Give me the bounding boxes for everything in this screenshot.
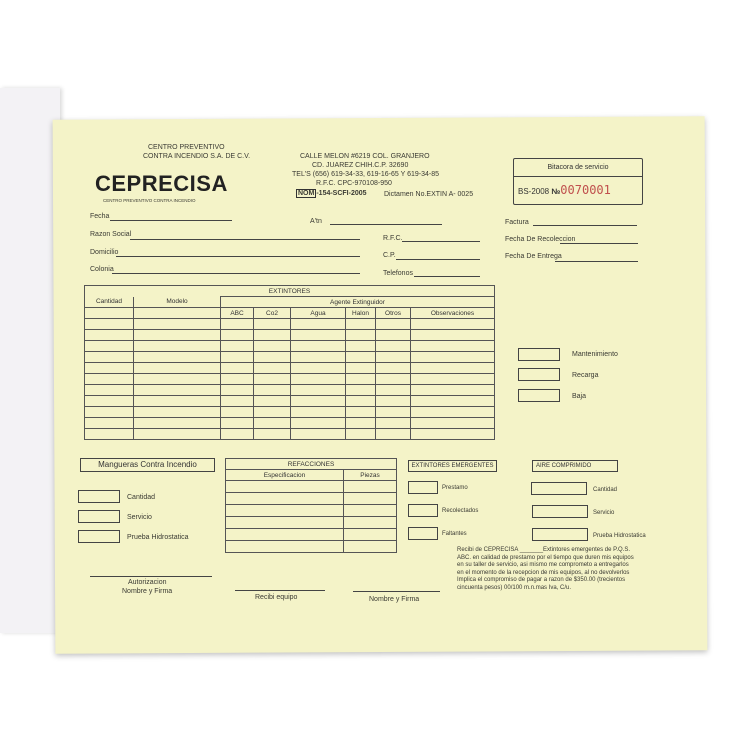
table-cell[interactable] — [85, 330, 134, 341]
baja-checkbox[interactable] — [518, 389, 560, 402]
table-cell[interactable] — [411, 352, 495, 363]
table-cell[interactable] — [254, 374, 291, 385]
table-cell[interactable] — [411, 418, 495, 429]
table-cell[interactable] — [346, 385, 376, 396]
nom-number: -154-SCFI-2005 — [316, 190, 367, 197]
razon-social-label: Razon Social — [90, 231, 132, 238]
number-sign: № — [551, 187, 561, 196]
table-cell[interactable] — [221, 341, 254, 352]
table-cell[interactable] — [134, 330, 221, 341]
table-cell[interactable] — [134, 385, 221, 396]
mangueras-title: Mangueras Contra Incendio — [80, 458, 215, 472]
table-cell[interactable] — [134, 429, 221, 440]
table-cell[interactable] — [254, 407, 291, 418]
halon-header: Halon — [346, 308, 376, 319]
table-cell[interactable] — [254, 429, 291, 440]
table-cell[interactable] — [221, 418, 254, 429]
table-cell[interactable] — [376, 407, 411, 418]
recolectados-checkbox[interactable] — [408, 504, 438, 517]
table-cell[interactable] — [344, 505, 397, 517]
table-cell[interactable] — [346, 319, 376, 330]
table-cell[interactable] — [134, 418, 221, 429]
table-cell[interactable] — [291, 407, 346, 418]
table-cell[interactable] — [85, 407, 134, 418]
legal-line: ABC. en calidad de prestamo por el tiempo que duren mis equipos — [457, 554, 634, 561]
table-row — [226, 541, 397, 553]
table-cell[interactable] — [291, 319, 346, 330]
table-cell[interactable] — [291, 418, 346, 429]
table-cell[interactable] — [254, 341, 291, 352]
company-name-1: CENTRO PREVENTIVO — [148, 144, 225, 151]
table-cell[interactable] — [134, 374, 221, 385]
table-cell[interactable] — [221, 363, 254, 374]
table-cell[interactable] — [291, 385, 346, 396]
table-cell[interactable] — [344, 541, 397, 553]
dictamen: Dictamen No.EXTIN A- 0025 — [384, 191, 474, 198]
address-line-1: CALLE MELON #6219 COL. GRANJERO — [300, 153, 430, 160]
table-cell[interactable] — [346, 407, 376, 418]
fecha-recoleccion-field[interactable] — [560, 243, 638, 244]
table-cell[interactable] — [221, 330, 254, 341]
table-cell[interactable] — [411, 396, 495, 407]
legal-line: en su taller de servicio, asi mismo me comprometo a entregarlos — [457, 562, 629, 569]
table-cell[interactable] — [85, 363, 134, 374]
table-cell[interactable] — [376, 429, 411, 440]
cantidad-header: Cantidad — [85, 297, 134, 308]
table-cell[interactable] — [411, 363, 495, 374]
extintores-title: EXTINTORES — [85, 286, 495, 297]
table-row — [85, 352, 495, 363]
legal-line: en el momento de la recepcion de mis equipos, al no devolverlos — [457, 569, 630, 576]
aire-title: AIRE COMPRIMIDO — [532, 460, 618, 472]
table-cell[interactable] — [346, 396, 376, 407]
table-row — [85, 374, 495, 385]
table-cell[interactable] — [376, 319, 411, 330]
table-cell[interactable] — [85, 418, 134, 429]
table-cell[interactable] — [411, 385, 495, 396]
table-cell[interactable] — [346, 330, 376, 341]
table-cell[interactable] — [254, 396, 291, 407]
prestamo-checkbox[interactable] — [408, 481, 438, 494]
razon-social-field[interactable] — [130, 239, 360, 240]
table-cell[interactable] — [226, 541, 344, 553]
table-cell[interactable] — [291, 429, 346, 440]
emergentes-title: EXTINTORES EMERGENTES — [408, 460, 497, 472]
table-cell[interactable] — [221, 385, 254, 396]
atn-label: A'tn — [310, 218, 322, 225]
company-logo: CEPRECISA — [95, 171, 228, 196]
cp-label: C.P. — [383, 252, 396, 259]
refacciones-title: REFACCIONES — [226, 459, 397, 470]
table-cell[interactable] — [376, 330, 411, 341]
table-cell[interactable] — [134, 341, 221, 352]
table-row — [85, 418, 495, 429]
table-row — [85, 385, 495, 396]
mangueras-servicio-checkbox[interactable] — [78, 510, 120, 523]
address-rfc: R.F.C. CPC-970108-950 — [316, 180, 392, 187]
nombre-firma-label-2: Nombre y Firma — [369, 596, 420, 603]
domicilio-label: Domicilio — [90, 249, 119, 256]
table-cell[interactable] — [221, 374, 254, 385]
table-cell[interactable] — [291, 330, 346, 341]
domicilio-field[interactable] — [116, 256, 360, 257]
table-row — [226, 529, 397, 541]
table-cell[interactable] — [221, 396, 254, 407]
aire-prueba-checkbox[interactable] — [532, 528, 588, 541]
refacciones-table — [225, 458, 397, 553]
table-cell[interactable] — [134, 363, 221, 374]
faltantes-label: Faltantes — [442, 531, 467, 537]
table-cell[interactable] — [85, 352, 134, 363]
table-cell[interactable] — [221, 319, 254, 330]
colonia-label: Colonia — [90, 266, 114, 273]
table-cell[interactable] — [85, 341, 134, 352]
table-cell[interactable] — [85, 429, 134, 440]
table-cell[interactable] — [346, 374, 376, 385]
table-cell[interactable] — [291, 352, 346, 363]
table-cell[interactable] — [411, 341, 495, 352]
table-cell[interactable] — [134, 352, 221, 363]
faltantes-checkbox[interactable] — [408, 527, 438, 540]
mangueras-cantidad-label: Cantidad — [127, 494, 156, 501]
legal-line: cincuenta pesos) 00/100 m.n.mas Iva, C/u. — [457, 584, 572, 591]
table-cell[interactable] — [411, 330, 495, 341]
table-cell[interactable] — [134, 396, 221, 407]
table-cell[interactable] — [221, 352, 254, 363]
baja-label: Baja — [572, 393, 587, 400]
table-cell[interactable] — [291, 396, 346, 407]
legal-line: Implica el compromiso de pagar a razon de $350.00 (trecientos — [457, 577, 626, 584]
table-row — [85, 396, 495, 407]
address-phones: TEL'S (656) 619-34-33, 619-16-65 Y 619-34-85 — [292, 171, 440, 178]
table-cell[interactable] — [344, 493, 397, 505]
autorizacion-signature-line[interactable] — [90, 576, 212, 577]
table-row — [85, 429, 495, 440]
aire-prueba-label: Prueba Hidrostatica — [593, 533, 646, 539]
table-cell[interactable] — [226, 529, 344, 541]
table-cell[interactable] — [254, 418, 291, 429]
table-cell[interactable] — [346, 418, 376, 429]
recibi-signature-line[interactable] — [235, 590, 325, 591]
agua-header: Agua — [291, 308, 346, 319]
aire-servicio-label: Servicio — [593, 510, 615, 516]
table-cell[interactable] — [291, 363, 346, 374]
table-cell[interactable] — [344, 517, 397, 529]
nom-label: NOM — [298, 190, 315, 197]
table-row — [85, 407, 495, 418]
table-cell[interactable] — [254, 363, 291, 374]
table-cell[interactable] — [254, 352, 291, 363]
table-row — [85, 363, 495, 374]
telefonos-label: Telefonos — [383, 270, 413, 277]
table-cell[interactable] — [291, 374, 346, 385]
modelo-header: Modelo — [134, 297, 221, 308]
logo-subtitle: CENTRO PREVENTIVO CONTRA INCENDIO — [103, 198, 196, 203]
table-cell[interactable] — [254, 319, 291, 330]
bitacora-title: Bitacora de servicio — [514, 159, 642, 177]
mangueras-prueba-checkbox[interactable] — [78, 530, 120, 543]
table-cell[interactable] — [346, 341, 376, 352]
table-row — [226, 517, 397, 529]
table-cell[interactable] — [226, 517, 344, 529]
aire-cantidad-checkbox[interactable] — [531, 482, 587, 495]
table-cell[interactable] — [411, 374, 495, 385]
cp-field[interactable] — [396, 259, 480, 260]
table-cell[interactable] — [376, 418, 411, 429]
recarga-label: Recarga — [572, 372, 599, 379]
bitacora-box — [513, 158, 643, 205]
table-cell[interactable] — [346, 352, 376, 363]
aire-servicio-checkbox[interactable] — [532, 505, 588, 518]
telefonos-field[interactable] — [414, 276, 480, 277]
bitacora-code: BS-2008 — [518, 187, 550, 196]
fecha-label: Fecha — [90, 213, 110, 220]
table-cell[interactable] — [346, 363, 376, 374]
table-row — [226, 481, 397, 493]
factura-label: Factura — [505, 219, 529, 226]
atn-field[interactable] — [330, 224, 442, 225]
fecha-recoleccion-label: Fecha De Recoleccion — [505, 236, 576, 243]
table-cell[interactable] — [85, 396, 134, 407]
table-cell[interactable] — [376, 374, 411, 385]
table-cell[interactable] — [254, 330, 291, 341]
mantenimiento-checkbox[interactable] — [518, 348, 560, 361]
nombre-firma-signature-line[interactable] — [353, 591, 440, 592]
factura-field[interactable] — [533, 225, 637, 226]
table-row — [85, 319, 495, 330]
otros-header: Otros — [376, 308, 411, 319]
table-cell[interactable] — [226, 493, 344, 505]
table-row — [85, 330, 495, 341]
table-row — [226, 493, 397, 505]
legal-line: Recibi de CEPRECISA _______Extintores emergentes de P.Q.S. — [457, 547, 630, 553]
legal-text — [457, 547, 634, 593]
table-cell[interactable] — [221, 407, 254, 418]
table-cell[interactable] — [85, 319, 134, 330]
extintores-table — [84, 285, 495, 440]
nombre-firma-label-1: Nombre y Firma — [122, 588, 173, 595]
observaciones-header: Observaciones — [411, 308, 495, 319]
mangueras-servicio-label: Servicio — [127, 514, 152, 521]
table-cell[interactable] — [221, 429, 254, 440]
mangueras-prueba-label: Prueba Hidrostatica — [127, 534, 189, 541]
table-cell[interactable] — [226, 481, 344, 493]
address-line-2: CD. JUAREZ CHIH.C.P. 32690 — [312, 162, 409, 169]
table-cell[interactable] — [346, 429, 376, 440]
table-cell[interactable] — [411, 319, 495, 330]
co2-header: Co2 — [254, 308, 291, 319]
recolectados-label: Recolectados — [442, 508, 479, 514]
table-cell[interactable] — [85, 385, 134, 396]
piezas-header: Piezas — [344, 470, 397, 481]
fecha-entrega-field[interactable] — [555, 261, 638, 262]
table-cell[interactable] — [411, 429, 495, 440]
table-cell[interactable] — [344, 481, 397, 493]
table-cell[interactable] — [134, 319, 221, 330]
fecha-field[interactable] — [110, 220, 232, 221]
table-cell[interactable] — [376, 363, 411, 374]
aire-cantidad-label: Cantidad — [593, 487, 618, 493]
autorizacion-label: Autorizacion — [128, 579, 167, 586]
table-row — [226, 505, 397, 517]
agente-header: Agente Extinguidor — [221, 297, 495, 308]
table-cell[interactable] — [85, 374, 134, 385]
table-cell[interactable] — [226, 505, 344, 517]
fecha-entrega-label: Fecha De Entrega — [505, 253, 562, 260]
recibi-equipo-label: Recibi equipo — [255, 594, 298, 601]
table-cell[interactable] — [376, 396, 411, 407]
folio-number: 0070001 — [560, 183, 611, 197]
table-row — [85, 341, 495, 352]
table-cell[interactable] — [376, 385, 411, 396]
table-cell[interactable] — [376, 352, 411, 363]
table-cell[interactable] — [291, 341, 346, 352]
recarga-checkbox[interactable] — [518, 368, 560, 381]
table-cell[interactable] — [134, 407, 221, 418]
mangueras-cantidad-checkbox[interactable] — [78, 490, 120, 503]
company-name-2: CONTRA INCENDIO S.A. DE C.V. — [143, 153, 251, 160]
abc-header: ABC — [221, 308, 254, 319]
mantenimiento-label: Mantenimiento — [572, 351, 618, 358]
table-cell[interactable] — [376, 341, 411, 352]
table-cell[interactable] — [254, 385, 291, 396]
prestamo-label: Prestamo — [442, 485, 468, 491]
colonia-field[interactable] — [112, 273, 360, 274]
rfc-label: R.F.C. — [383, 235, 403, 242]
table-cell[interactable] — [411, 407, 495, 418]
especificacion-header: Especificacion — [226, 470, 344, 481]
table-cell[interactable] — [344, 529, 397, 541]
rfc-field[interactable] — [402, 241, 480, 242]
